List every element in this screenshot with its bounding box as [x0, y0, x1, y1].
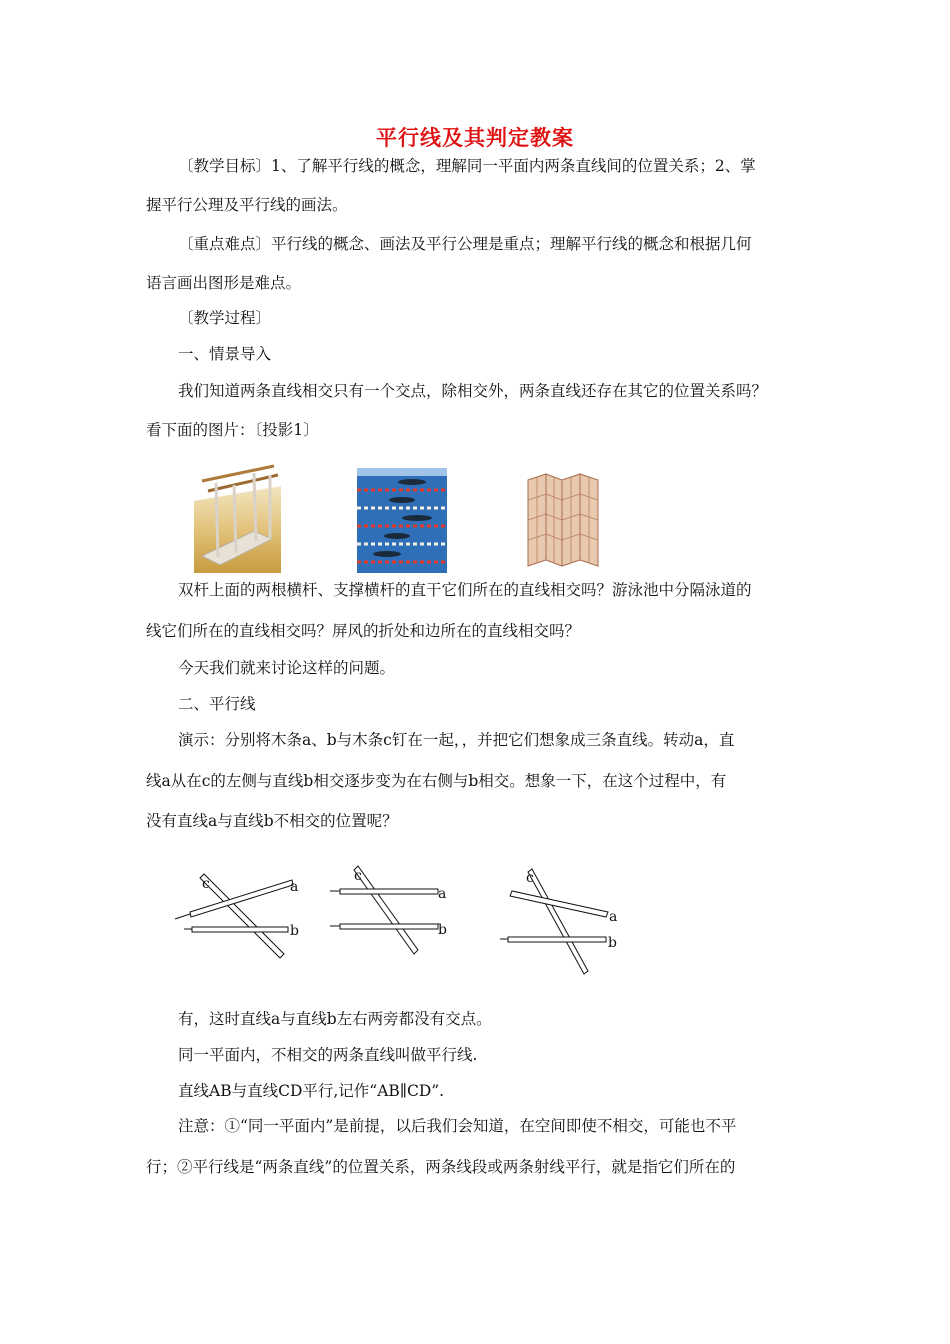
parallel-bars-photo — [194, 461, 281, 573]
label-c: c — [354, 868, 362, 884]
paragraph-note-2: 行；②平行线是“两条直线”的位置关系，两条线段或两条射线平行，就是指它们所在的 — [146, 1158, 736, 1176]
paragraph-demo-3: 没有直线a与直线b不相交的位置呢？ — [146, 812, 398, 830]
label-c: c — [526, 870, 534, 886]
label-a: a — [290, 879, 299, 895]
paragraph-intro-2: 看下面的图片：〔投影1〕 — [146, 421, 319, 439]
paragraph-objectives-2: 握平行公理及平行线的画法。 — [146, 196, 348, 214]
paragraph-definition: 同一平面内，不相交的两条直线叫做平行线. — [178, 1046, 478, 1064]
paragraph-question-2: 线它们所在的直线相交吗？屏风的折处和边所在的直线相交吗？ — [146, 622, 581, 640]
paragraph-keypoints-1: 〔重点难点〕平行线的概念、画法及平行公理是重点；理解平行线的概念和根据几何 — [178, 235, 752, 253]
paragraph-notation: 直线AB与直线CD平行,记作“AB∥CD”. — [178, 1082, 445, 1100]
label-b: b — [608, 935, 617, 951]
diagram-parallel — [326, 858, 466, 958]
folding-screen-photo — [524, 470, 602, 568]
page-title: 平行线及其判定教案 — [376, 125, 574, 150]
label-b: b — [438, 922, 447, 938]
label-b: b — [290, 923, 299, 939]
diagram-intersect-right — [170, 860, 310, 960]
paragraph-demo-1: 演示：分别将木条a、b与木条c钉在一起，，并把它们想象成三条直线。转动a，直 — [178, 731, 735, 749]
swimming-pool-photo — [357, 468, 447, 573]
paragraph-intro-1: 我们知道两条直线相交只有一个交点，除相交外，两条直线还存在其它的位置关系吗？ — [178, 382, 768, 400]
paragraph-note-1: 注意：①“同一平面内”是前提，以后我们会知道，在空间即使不相交，可能也不平 — [178, 1117, 737, 1135]
section-process-heading: 〔教学过程〕 — [178, 309, 272, 327]
paragraph-answer: 有，这时直线a与直线b左右两旁都没有交点。 — [178, 1010, 492, 1028]
section-intro-heading: 一、情景导入 — [178, 345, 272, 363]
paragraph-question-1: 双杆上面的两根横杆、支撑横杆的直干它们所在的直线相交吗？游泳池中分隔泳道的 — [178, 581, 752, 599]
label-c: c — [202, 876, 210, 892]
label-a: a — [609, 909, 618, 925]
section-parallel-heading: 二、平行线 — [178, 695, 256, 713]
paragraph-demo-2: 线a从在c的左侧与直线b相交逐步变为在右侧与b相交。想象一下，在这个过程中，有 — [146, 772, 727, 790]
paragraph-keypoints-2: 语言画出图形是难点。 — [146, 274, 302, 292]
label-a: a — [438, 886, 447, 902]
paragraph-objectives-1: 〔教学目标〕1、了解平行线的概念，理解同一平面内两条直线间的位置关系；2、掌 — [178, 157, 756, 175]
diagram-intersect-left — [496, 864, 636, 979]
paragraph-today: 今天我们就来讨论这样的问题。 — [178, 659, 396, 677]
